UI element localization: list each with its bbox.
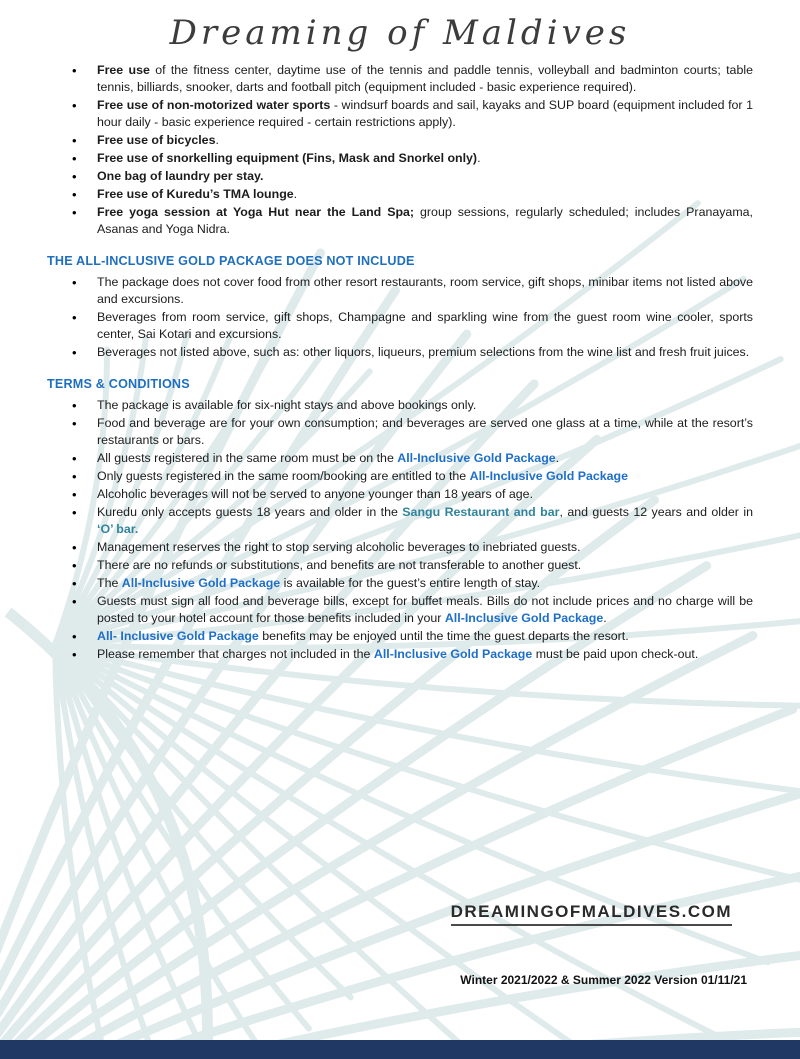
text-segment: All-Inclusive Gold Package <box>469 469 629 483</box>
text-segment: Sangu Restaurant and bar <box>402 505 560 519</box>
text-segment: Free use of non-motorized water sports <box>97 98 334 112</box>
text-segment: One bag of laundry per stay. <box>97 169 264 183</box>
text-segment: All-Inclusive Gold Package <box>373 647 533 661</box>
list-item <box>70 539 753 556</box>
text-segment: Free use of bicycles <box>97 133 216 147</box>
text-segment: Please remember that charges not included in the <box>97 647 374 661</box>
version-text: Winter 2021/2022 & Summer 2022 Version 01/11/21 <box>460 973 747 987</box>
text-segment: , and guests 12 years and older in <box>559 505 753 519</box>
text-segment: All- Inclusive Gold Package <box>97 629 259 643</box>
list-item <box>70 204 753 238</box>
list-item <box>70 62 753 96</box>
text-segment: ‘O’ bar. <box>97 522 139 536</box>
text-segment: of the fitness center, daytime use of the tennis and paddle tennis, volleyball and badminton courts; table tennis, billiards, snooker, darts and football pitch (equipment included - basic experience required). <box>97 63 753 94</box>
section-list <box>47 274 753 361</box>
text-segment: All-Inclusive Gold Package <box>121 576 281 590</box>
text-segment: - windsurf boards and sail, kayaks and SUP board (equipment included for 1 hour daily - basic experience required - certain restrictions apply). <box>97 98 753 129</box>
list-item <box>70 450 753 467</box>
text-segment: Management reserves the right to stop serving alcoholic beverages to inebriated guests. <box>97 540 581 554</box>
text-segment: Food and beverage are for your own consumption; and beverages are served one glass at a time, while at the resort’s restaurants or bars. <box>97 416 753 447</box>
text-segment: The package does not cover food from other resort restaurants, room service, gift shops, minibar items not listed above and excursions. <box>97 275 753 306</box>
list-item <box>70 274 753 308</box>
text-segment: All-Inclusive Gold Package <box>397 451 556 465</box>
text-segment: Free yoga session at Yoga Hut near the Land Spa; <box>97 205 421 219</box>
list-item <box>70 575 753 592</box>
text-segment: . <box>215 133 219 147</box>
list-item <box>70 593 753 627</box>
list-item <box>70 344 753 361</box>
text-segment: The package is available for six-night stays and above bookings only. <box>97 398 477 412</box>
text-segment: Beverages not listed above, such as: other liquors, liqueurs, premium selections from the wine list and fresh fruit juices. <box>97 345 750 359</box>
text-segment: There are no refunds or substitutions, and benefits are not transferable to another guest. <box>97 558 582 572</box>
text-segment: . <box>603 611 607 625</box>
text-segment: Free use of Kuredu’s TMA lounge <box>97 187 294 201</box>
list-item <box>70 468 753 485</box>
list-item <box>70 557 753 574</box>
text-segment: Free use of snorkelling equipment (Fins, Mask and Snorkel only) <box>97 151 478 165</box>
list-item <box>70 132 753 149</box>
logo-script: Dreaming of Maldives <box>169 13 631 53</box>
list-item <box>70 504 753 538</box>
list-item <box>70 415 753 449</box>
text-segment: group sessions, regularly scheduled; includes Pranayama, Asanas and Yoga Nidra. <box>97 205 753 236</box>
list-item <box>70 186 753 203</box>
text-segment: Guests must sign all food and beverage bills, except for buffet meals. Bills do not include prices and no charge will be posted to your hotel account for those benefits included in your <box>97 594 753 625</box>
text-segment: . <box>293 187 298 201</box>
included-benefits-list <box>47 62 753 238</box>
text-segment: Free use <box>97 63 156 77</box>
text-segment: . <box>555 451 560 465</box>
list-item <box>70 97 753 131</box>
list-item <box>70 397 753 414</box>
section-heading: THE ALL-INCLUSIVE GOLD PACKAGE DOES NOT INCLUDE <box>47 254 415 268</box>
text-segment: . <box>477 151 481 165</box>
text-segment: Alcoholic beverages will not be served to anyone younger than 18 years of age. <box>97 487 534 501</box>
list-item <box>70 628 753 645</box>
list-item <box>70 486 753 503</box>
section-heading: TERMS & CONDITIONS <box>47 377 190 391</box>
text-segment: All-Inclusive Gold Package <box>444 611 604 625</box>
text-segment: benefits may be enjoyed until the time the guest departs the resort. <box>258 629 629 643</box>
sections-container <box>47 254 753 663</box>
text-segment: Kuredu only accepts guests 18 years and older in the <box>97 505 403 519</box>
footer-bar <box>0 1040 800 1059</box>
list-item <box>70 309 753 343</box>
text-segment: Only guests registered in the same room/booking are entitled to the <box>97 469 470 483</box>
text-segment: Beverages from room service, gift shops, Champagne and sparkling wine from the guest room wine cooler, sports center, Sai Kotari and excursions. <box>97 310 753 341</box>
text-segment: All guests registered in the same room must be on the <box>97 451 398 465</box>
text-segment: The <box>97 576 122 590</box>
list-item <box>70 168 753 185</box>
list-item <box>70 646 753 663</box>
section-list <box>47 397 753 663</box>
website-link[interactable]: DREAMINGOFMALDIVES.COM <box>451 902 732 926</box>
text-segment: is available for the guest’s entire length of stay. <box>280 576 541 590</box>
text-segment: must be paid upon check-out. <box>532 647 699 661</box>
list-item <box>70 150 753 167</box>
